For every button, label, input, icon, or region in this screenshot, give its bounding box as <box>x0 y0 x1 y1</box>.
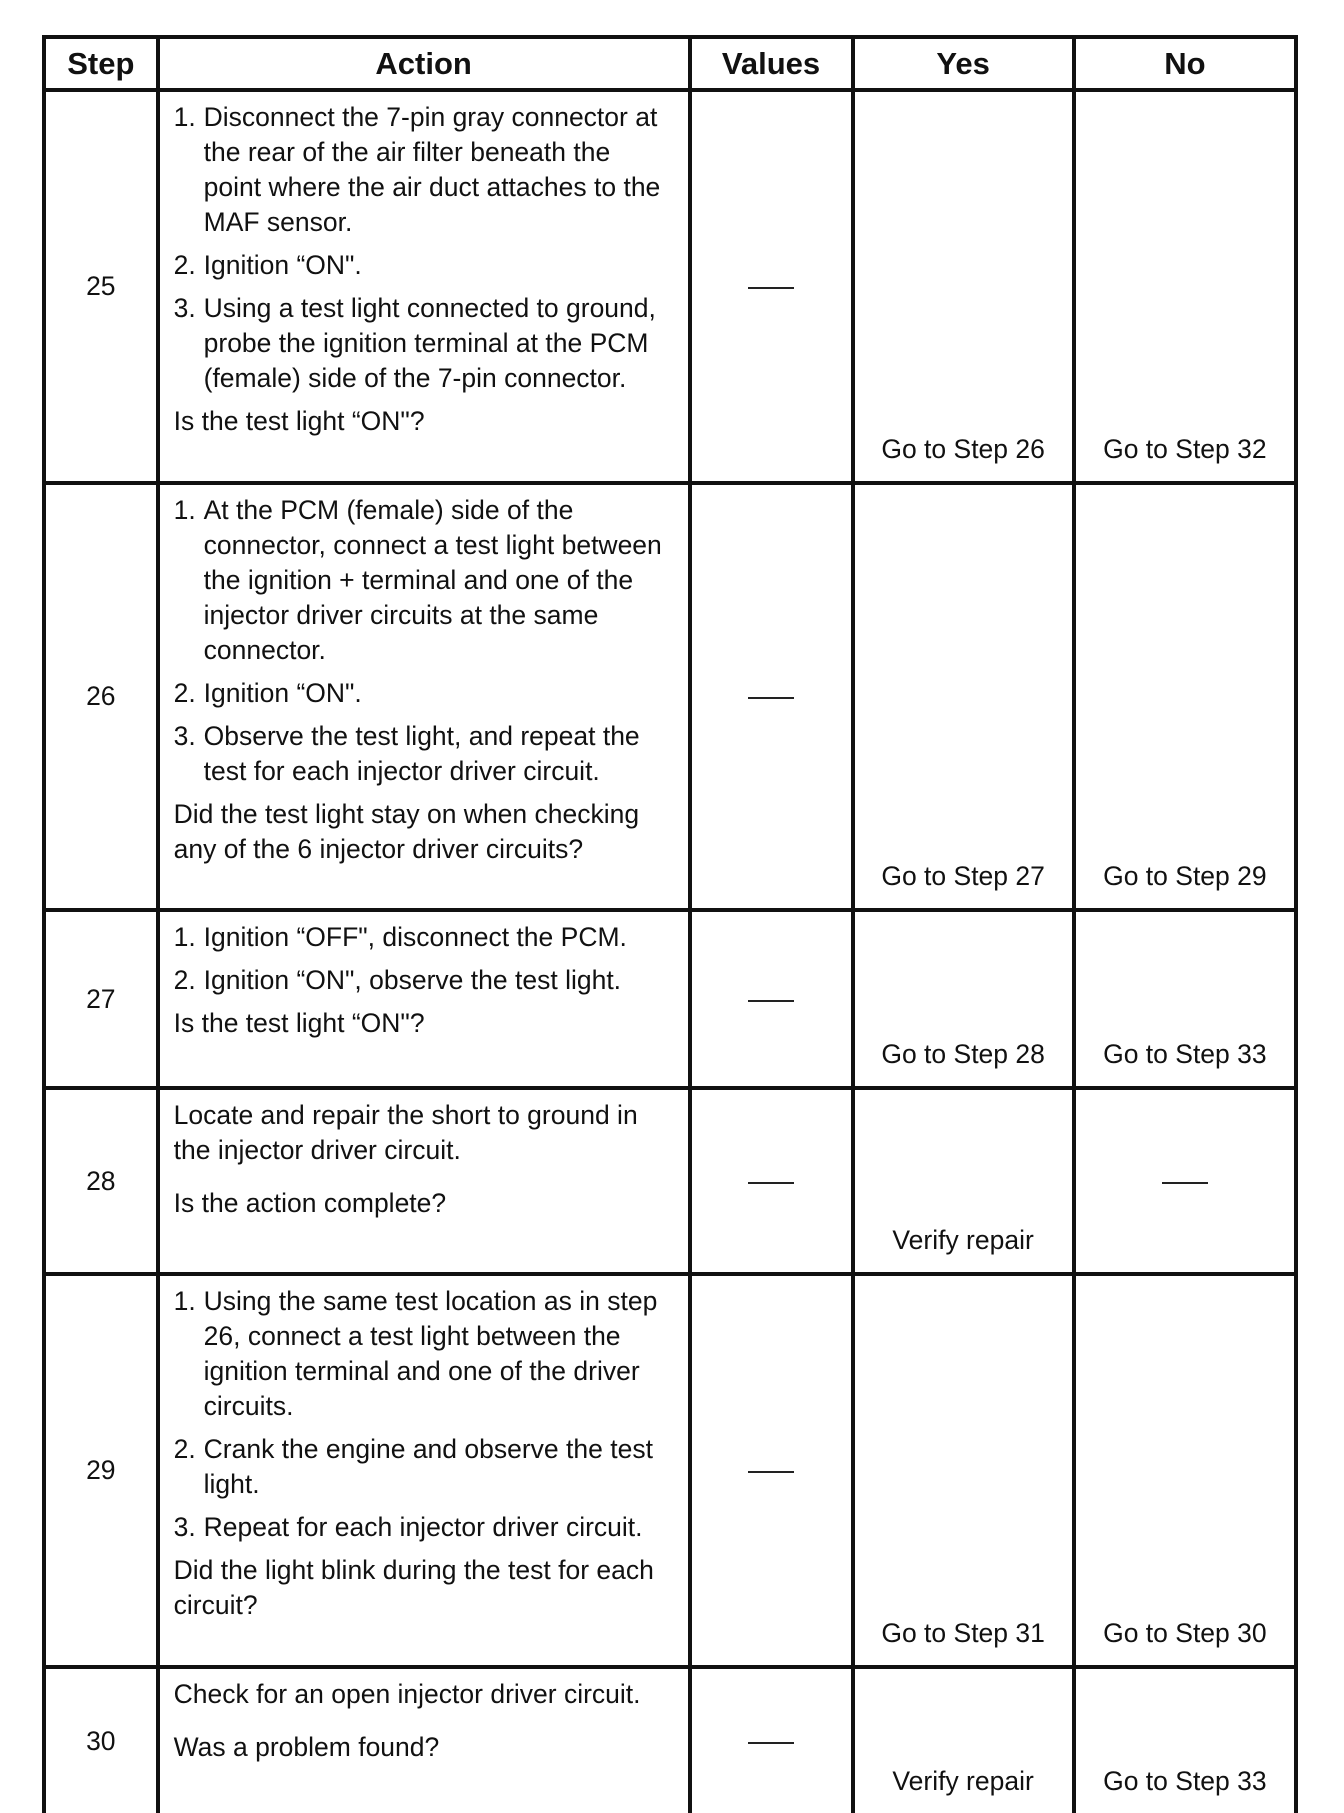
list-item: 3. Repeat for each injector driver circuit. <box>173 1512 643 1542</box>
step-number: 25 <box>44 90 158 483</box>
yes-cell: Go to Step 31 <box>853 1274 1074 1667</box>
values-cell <box>690 1274 853 1667</box>
list-item: 2. Ignition “ON", observe the test light. <box>173 965 622 995</box>
no-cell: Go to Step 33 <box>1074 1667 1296 1813</box>
values-cell <box>690 90 853 483</box>
table-row <box>44 90 1296 483</box>
action-list <box>174 1284 674 1545</box>
action-list <box>174 920 674 998</box>
yes-cell: Go to Step 26 <box>853 90 1074 483</box>
header-no: No <box>1074 37 1296 90</box>
yes-cell: Go to Step 28 <box>853 910 1074 1088</box>
list-item: 3. Using a test light connected to ground, probe the ignition terminal at the PCM (female) side of the 7-pin connector. <box>173 293 656 393</box>
list-item: 1. Disconnect the 7-pin gray connector at the rear of the air filter beneath the point where the air duct attaches to the MAF sensor. <box>173 102 661 237</box>
action-question: Is the test light “ON"? <box>173 406 425 436</box>
empty-value-dash <box>748 1182 794 1184</box>
action-cell <box>158 1667 690 1813</box>
step-number: 29 <box>44 1274 158 1667</box>
action-text: Check for an open injector driver circuit. <box>173 1679 641 1709</box>
header-values: Values <box>690 37 853 90</box>
no-cell: Go to Step 33 <box>1074 910 1296 1088</box>
values-cell <box>690 483 853 910</box>
action-list <box>174 493 674 789</box>
values-cell <box>690 1088 853 1274</box>
table-row <box>44 483 1296 910</box>
empty-value-dash <box>1162 1182 1208 1184</box>
empty-value-dash <box>748 1000 794 1002</box>
action-question: Is the action complete? <box>173 1188 447 1218</box>
table-row <box>44 1667 1296 1813</box>
list-item: 1. Using the same test location as in step 26, connect a test light between the ignition terminal and one of the driver circuits. <box>173 1286 658 1421</box>
action-list <box>174 100 674 396</box>
no-cell: Go to Step 32 <box>1074 90 1296 483</box>
empty-value-dash <box>748 287 794 289</box>
action-cell <box>158 1274 690 1667</box>
no-cell: Go to Step 30 <box>1074 1274 1296 1667</box>
table-row <box>44 910 1296 1088</box>
list-item: 1. At the PCM (female) side of the connector, connect a test light between the ignition + terminal and one of the injector driver circuits at the same connector. <box>173 495 662 665</box>
action-text: Locate and repair the short to ground in the injector driver circuit. <box>173 1100 638 1165</box>
action-question: Did the test light stay on when checking any of the 6 injector driver circuits? <box>173 799 640 864</box>
action-question: Did the light blink during the test for each circuit? <box>173 1555 654 1620</box>
yes-cell: Go to Step 27 <box>853 483 1074 910</box>
action-cell <box>158 910 690 1088</box>
empty-value-dash <box>748 697 794 699</box>
list-item: 2. Ignition “ON". <box>173 250 362 280</box>
yes-cell: Verify repair <box>853 1088 1074 1274</box>
action-cell <box>158 90 690 483</box>
values-cell <box>690 1667 853 1813</box>
no-cell: Go to Step 29 <box>1074 483 1296 910</box>
no-cell <box>1074 1088 1296 1274</box>
action-cell <box>158 1088 690 1274</box>
action-question: Was a problem found? <box>173 1732 440 1762</box>
header-action: Action <box>158 37 690 90</box>
action-question: Is the test light “ON"? <box>173 1008 425 1038</box>
header-step: Step <box>44 37 158 90</box>
diagnostic-table <box>42 35 1298 1813</box>
list-item: 2. Crank the engine and observe the test light. <box>173 1434 653 1499</box>
table-row <box>44 1274 1296 1667</box>
empty-value-dash <box>748 1742 794 1744</box>
header-row <box>44 37 1296 90</box>
step-number: 26 <box>44 483 158 910</box>
list-item: 2. Ignition “ON". <box>173 678 362 708</box>
table-row <box>44 1088 1296 1274</box>
header-yes: Yes <box>853 37 1074 90</box>
step-number: 27 <box>44 910 158 1088</box>
yes-cell: Verify repair <box>853 1667 1074 1813</box>
values-cell <box>690 910 853 1088</box>
empty-value-dash <box>748 1471 794 1473</box>
list-item: 3. Observe the test light, and repeat the test for each injector driver circuit. <box>173 721 640 786</box>
step-number: 30 <box>44 1667 158 1813</box>
action-cell <box>158 483 690 910</box>
list-item: 1. Ignition “OFF", disconnect the PCM. <box>173 922 627 952</box>
step-number: 28 <box>44 1088 158 1274</box>
